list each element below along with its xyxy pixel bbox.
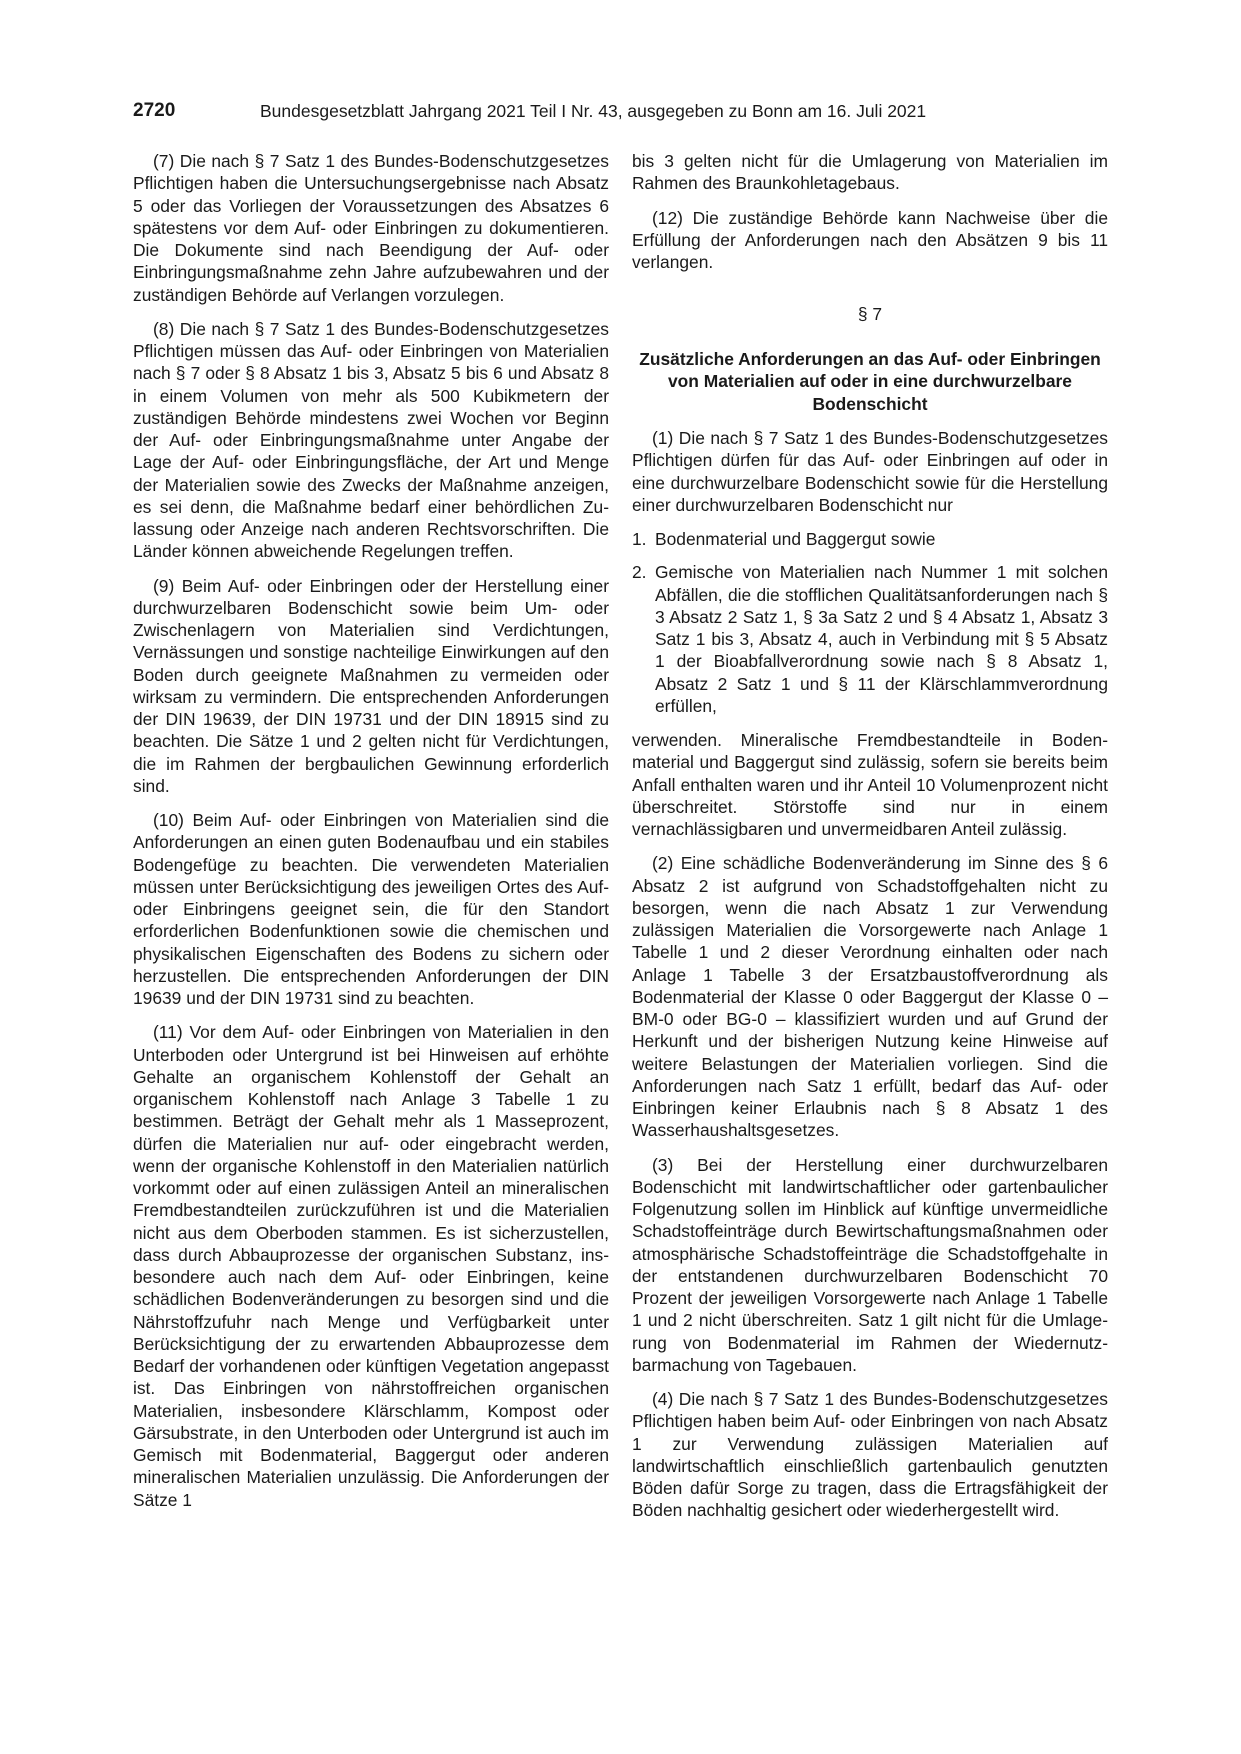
list-item-number: 1. [632,529,647,549]
section-sign: § 7 [857,304,883,325]
section-paragraph-1: (1) Die nach § 7 Satz 1 des Bundes-Bodenschutzgesetzes Pflichtigen dürfen für das Auf- oder Einbringen auf oder in eine durchwurzelbare Bodenschicht sowie für die Herstellung einer durchwurzelbaren Bodenschicht nur [632,428,1108,515]
section-paragraph-2: (2) Eine schädliche Bodenveränderung im Sinne des § 6 Absatz 2 ist aufgrund von Schadstoffgehalten nicht zu besorgen, wenn die nach Absatz 1 zur Verwendung zulässigen Materialien die Vorsorgewerte nach Anlage 1 Tabelle 1 und 2 dieser Verordnung einhalten oder nach Anlage 1 Tabelle 3 der Ersatzbaustoffverordnung als Bodenmaterial der Klasse 0 oder Baggergut der Klasse 0 – BM-0 oder BG-0 – klassifiziert wurden und auf Grund der Herkunft und der bisherigen Nutzung keine Hinweise auf weitere Belastungen der Materialien vorliegen. Sind die Anforderungen nach Satz 1 erfüllt, bedarf das Auf- oder Einbringen keiner Erlaubnis nach § 8 Absatz 1 des Wasserhaushaltsgesetzes. [632,853,1108,1141]
list-item [632,528,1108,550]
section-paragraph-4: (4) Die nach § 7 Satz 1 des Bundes-Bodenschutzgesetzes Pflichtigen haben beim Auf- oder Einbringen von nach Absatz 1 zur Verwendung zulässigen Materialien auf landwirtschaftlich einschließlich gartenbaulich genutzten Böden dafür Sorge zu tragen, dass die Ertragsfähigkeit der Böden nachhaltig gesichert oder wiederhergestellt wird. [632,1389,1108,1521]
paragraph-12: (12) Die zuständige Behörde kann Nachweise über die Erfüllung der Anforderungen nach den Absätzen 9 bis 11 verlangen. [632,207,1108,272]
paragraph-7: (7) Die nach § 7 Satz 1 des Bundes-Bodenschutzgesetzes Pflichtigen haben die Untersuchungsergebnisse nach Absatz 5 oder das Vorliegen der Voraussetzungen des Absatzes 6 spätestens vor dem Auf- oder Einbringen zu dokumentieren. Die Dokumente sind nach Beendigung der Auf- oder Einbringungsmaßnahme zehn Jahre aufzubewahren und der zuständigen Behörde auf Verlangen vorzulegen. [133,151,609,305]
running-title: Bundesgesetzblatt Jahrgang 2021 Teil I Nr. 43, ausgegeben zu Bonn am 16. Juli 2021 [260,101,927,121]
section-title: Zusätzliche Anforderungen an das Auf- oder Einbringen von Materialien auf oder in eine durchwurzelbare Bodenschicht [639,348,1101,414]
section-paragraph-1-continued: verwenden. Mineralische Fremdbestandteile in Bodenmaterial und Baggergut sind zulässig, sofern sie bereits beim Anfall enthalten waren und ihr Anteil 10 Volumenprozent nicht überschreitet. Störstoffe sind nur in einem vernachlässigbaren und unvermeidbaren Anteil zulässig. [632,730,1108,839]
page-number: 2720 [133,100,176,121]
right-column [632,150,1108,1534]
numbered-list [632,528,1108,717]
paragraph-10: (10) Beim Auf- oder Einbringen von Materialien sind die Anforderungen an einen guten Bodenaufbau und ein stabiles Bodengefüge zu beachten. Die verwendeten Materialien müssen unter Berücksichtigung des jeweiligen Ortes des Auf- oder Einbringens geeignet sein, die für den Standort erforderlichen Bodenfunktionen sowie die chemischen und physikalischen Eigenschaften des Bodens zu sichern oder herzustellen. Die entsprechenden Anforderungen der DIN 19639 und der DIN 19731 sind zu beachten. [133,810,609,1008]
paragraph-8: (8) Die nach § 7 Satz 1 des Bundes-Bodenschutzgesetzes Pflichtigen müssen das Auf- oder Einbringen von Materialien nach § 7 oder § 8 Absatz 1 bis 3, Absatz 5 bis 6 und Absatz 8 in einem Volumen von mehr als 500 Kubikmetern der zuständigen Behörde mindestens zwei Wochen vor Beginn der Auf- oder Einbringungsmaßnahme unter Angabe der Lage der Auf- oder Einbringungsfläche, der Art und Menge der Materialien sowie des Zwecks der Maßnahme anzeigen, es sei denn, die Maßnahme bedarf einer behördlichen Zulassung oder Anzeige nach anderen Rechtsvorschriften. Die Länder können abweichende Regelungen treffen. [133,318,609,562]
paragraph-11: (11) Vor dem Auf- oder Einbringen von Materialien in den Unterboden oder Untergrund ist bei Hinweisen auf erhöhte Gehalte an organischem Kohlenstoff der Gehalt an organischem Kohlenstoff nach Anlage 3 Tabelle 1 zu bestimmen. Beträgt der Gehalt mehr als 1 Masseprozent, dürfen die Materialien nur auf- oder eingebracht werden, wenn der organische Kohlenstoff in den Materialien natürlich vorkommt oder auf einen zulässigen Anteil an mineralischen Fremdbestandteilen zurückzuführen ist und die Materialien nicht aus dem Oberboden stammen. Es ist sicherzustellen, dass durch Abbauprozesse der organischen Substanz, insbesondere auch nach dem Auf- oder Einbringen, keine schädlichen Bodenveränderungen zu besorgen sind und die Nährstoffzufuhr nach Menge und Verfügbarkeit unter Berücksichtigung der zu erwartenden Abbauprozesse dem Bedarf der vorhandenen oder künftigen Vegetation angepasst ist. Das Einbringen von nährstoffreichen organischen Materialien, insbesondere Klärschlamm, Kompost oder Gärsubstrate, in den Unterboden oder Untergrund ist auch im Gemisch mit Bodenmaterial, Baggergut oder anderen mineralischen Materialien unzulässig. Die Anforderungen der Sätze 1 [133,1022,609,1510]
list-item-number: 2. [632,562,647,583]
paragraph-9: (9) Beim Auf- oder Einbringen oder der Herstellung einer durchwurzelbaren Bodenschicht sowie beim Um- oder Zwischenlagern von Materialien sind Verdichtungen, Vernässungen und sonstige nachteilige Einwirkungen auf den Boden durch geeignete Maßnahmen zu vermeiden oder wirksam zu vermindern. Die entsprechenden Anforderungen der DIN 19639, der DIN 19731 und der DIN 18915 sind zu beachten. Die Sätze 1 und 2 gelten nicht für Verdichtungen, die im Rahmen der bergbaulichen Gewinnung erforderlich sind. [133,575,609,796]
list-item-text: Gemische von Materialien nach Nummer 1 mit solchen Abfällen, die die stofflichen Qualitätsanforderungen nach § 3 Absatz 2 Satz 1, § 3a Satz 2 und § 4 Absatz 1, Absatz 3 Satz 1 bis 3, Absatz 4, auch in Verbindung mit § 5 Absatz 1 der Bioabfallverordnung sowie nach § 8 Absatz 1, Absatz 2 Satz 1 und § 11 der Klärschlammverordnung erfüllen, [655,562,1108,716]
section-paragraph-3: (3) Bei der Herstellung einer durchwurzelbaren Bodenschicht mit landwirtschaftlicher oder gartenbaulicher Folgenutzung sollen im Hinblick auf künftige unvermeidliche Schadstoffeinträge durch Bewirtschaftungsmaßnahmen oder atmosphärische Schadstoffeinträge die Schadstoffgehalte in der entstandenen durchwurzelbaren Bodenschicht 70 Prozent der jeweiligen Vorsorgewerte nach Anlage 1 Tabelle 1 und 2 nicht überschreiten. Satz 1 gilt nicht für die Umlagerung von Bodenmaterial im Rahmen der Wiedernutzbarmachung von Tagebauen. [632,1154,1108,1375]
paragraph-11-continued: bis 3 gelten nicht für die Umlagerung von Materialien im Rahmen des Braunkohletagebaus. [632,151,1108,194]
list-item [632,561,1108,717]
page-header [133,98,1108,124]
list-item-text: Bodenmaterial und Baggergut sowie [655,529,936,549]
left-column [133,150,609,1523]
